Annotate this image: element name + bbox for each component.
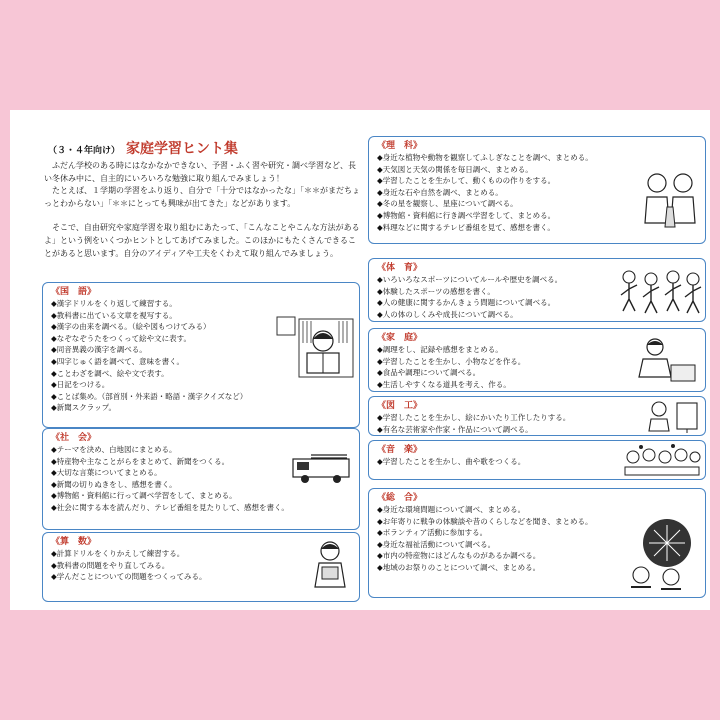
list-item: ◆同音異義の漢字を調べる。 [51,345,147,355]
section-label: 《音 楽》 [377,445,423,455]
section-katei [368,328,706,392]
list-item: ◆学んだことについての問題をつくってみる。 [51,572,207,582]
list-item: ◆博物館・資料館に行って調べ学習をして、まとめる。 [51,491,237,501]
list-item: ◆新聞の切りぬきをし、感想を書く。 [51,479,177,489]
list-item: ◆四字じゅく語を調べて、意味を書く。 [51,356,184,366]
section-label: 《家 庭》 [377,333,423,343]
list-item: ◆身近な福祉活動について調べる。 [377,539,496,549]
list-item: ◆大切な言葉についてまとめる。 [51,468,162,478]
intro-paragraph-1: ふだん学校のある時にはなかなかできない、予習・ふく習や研究・調べ学習など、長い冬休み中に、自主的にいろいろな勉強に取り組んでみましょう！ [44,161,356,183]
reading-girl-illustration [275,313,355,383]
list-item: ◆身近な植物や動物を観察してふしぎなことを調べ、まとめる。 [377,153,593,162]
section-label: 《算 数》 [51,537,97,547]
list-item: ◆人の体のしくみや成長について調べる。 [377,309,518,319]
list-item: ◆天気図と天気の関係を毎日調べ、まとめる。 [377,164,533,174]
list-item: ◆社会に関する本を読んだり、テレビ番組を見たりして、感想を書く。 [51,502,289,512]
list-item: ◆料理などに関するテレビ番組を見て、感想を書く。 [377,222,555,232]
list-item: ◆新聞スクラップ。 [51,403,117,413]
list-item: ◆学習したことを生かし、曲や歌をつくる。 [377,457,526,466]
list-item: ◆お年寄りに戦争の体験談や昔のくらしなどを聞き、まとめる。 [377,516,593,526]
section-label: 《理 科》 [377,141,423,151]
fire-truck-illustration [291,449,353,485]
handout-heading [48,138,358,158]
list-item: ◆なぞなぞうたをつくって絵や文に表す。 [51,333,192,343]
science-kids-illustration [639,167,701,235]
list-item: ◆いろいろなスポーツについてルールや歴史を調べる。 [377,275,563,284]
section-label: 《図 工》 [377,401,423,411]
list-item: ◆身近な石や自然を調べ、まとめる。 [377,187,503,197]
list-item: ◆教科書に出ている文章を視写する。 [51,310,177,320]
child-with-book-illustration [305,537,355,597]
section-label: 《総 合》 [377,493,423,503]
page-title: 家庭学習ヒント集 [126,141,239,157]
list-item: ◆漢字ドリルをくり返して練習する。 [51,299,177,308]
list-item: ◆博物館・資料館に行き調べ学習をして、まとめる。 [377,210,556,220]
list-item: ◆学習したことを生かし、小物などを作る。 [377,356,526,366]
section-sansu [42,532,360,602]
list-item: ◆体験したスポーツの感想を書く。 [377,286,495,296]
list-item: ◆食品や調理について調べる。 [377,368,481,378]
section-rika [368,136,706,244]
list-item: ◆調理をし、記録や感想をまとめる。 [377,345,503,354]
section-zuko [368,396,706,436]
list-item: ◆日記をつける。 [51,380,110,390]
list-item: ◆漢字の由来を調べる。（絵や図もつけてみる） [51,322,211,332]
section-taiiku [368,258,706,322]
list-item: ◆教科書の問題をやり直してみる。 [51,560,170,570]
singing-kids-illustration [621,443,701,477]
painting-illustration [645,399,701,433]
list-item: ◆ことば集め。（部首別・外来語・略語・漢字クイズなど） [51,391,248,401]
intro-paragraph-2: たとえば、１学期の学習をふり返り、自分で「十分ではなかったな」「＊＊がまだちょっとわからない」「＊＊にとっても興味が出てきた」などがあります。 [44,186,360,208]
list-item: ◆冬の星を観察し、星座について調べる。 [377,199,518,209]
section-shakai [42,428,360,530]
section-label: 《体 育》 [377,263,423,273]
section-ongaku [368,440,706,480]
list-item: ◆学習したことを生かして、動くものの作りをする。 [377,176,556,186]
section-kokugo [42,282,360,428]
list-item: ◆計算ドリルをくりかえして練習する。 [51,549,185,558]
list-item: ◆ことわざを調べ、絵や文で表す。 [51,368,169,378]
intro-paragraph-3: そこで、自由研究や家庭学習を取り組むにあたって、「こんなことやこんな方法があるよ」という例をいくつかヒントとしてあげてみました。このほかにもたくさんできることがあると思います。自分のアイディアや工夫をくわえて取り組んでみましょう。 [44,223,360,258]
list-item: ◆地域のお祭りのことについて調べ、まとめる。 [377,562,541,572]
running-kids-illustration [615,267,703,317]
list-item: ◆市内の特産物にはどんなものがあるか調べる。 [377,551,541,561]
list-item: ◆特産物や主なことがらをまとめて、新聞をつくる。 [51,456,230,466]
list-item: ◆有名な芸術家や作家・作品について調べる。 [377,424,533,434]
list-item: ◆生活しやすくなる道具を考え、作る。 [377,379,511,389]
grade-label: （３・４年向け） [48,146,121,156]
section-label: 《国 語》 [51,287,97,297]
list-item: ◆身近な環境問題について調べ、まとめる。 [377,505,526,514]
sewing-child-illustration [625,335,699,387]
list-item: ◆テーマを決め、白地図にまとめる。 [51,445,177,454]
list-item: ◆学習したことを生かし、絵にかいたり工作したりする。 [377,413,571,422]
list-item: ◆ボランティア活動に参加する。 [377,528,488,538]
handout-sheet [10,110,710,610]
list-item: ◆人の健康に関するかんきょう問題について調べる。 [377,298,556,308]
section-label: 《社 会》 [51,433,97,443]
section-sogo [368,488,706,598]
intro-text [44,160,362,260]
fireworks-kids-illustration [621,517,701,593]
